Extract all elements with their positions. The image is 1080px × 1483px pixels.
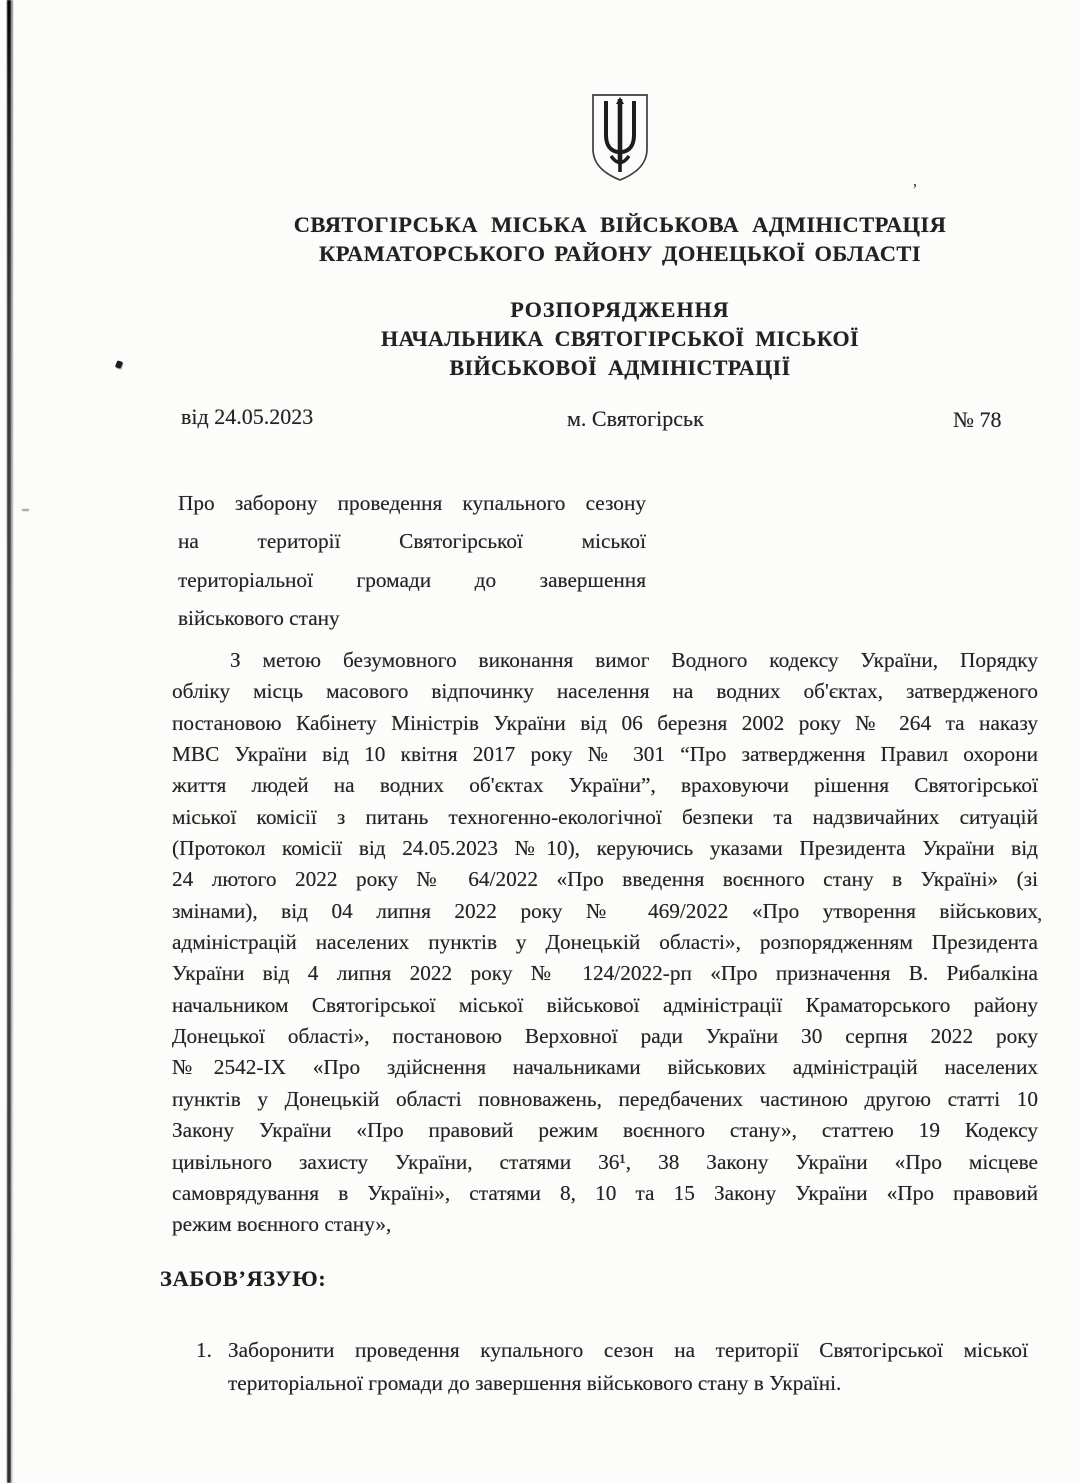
preamble-paragraph (172, 645, 1038, 1241)
preamble-line: адміністрацій населених пунктів у Донецькій області», розпорядженням Президента (172, 930, 1038, 955)
preamble-line: 24 лютого 2022 року № 64/2022 «Про введення воєнного стану в Україні» (зі (172, 867, 1038, 892)
preamble-line: (Протокол комісії від 24.05.2023 №10), керуючись указами Президента України від (172, 836, 1038, 861)
document-number: № 78 (953, 407, 1002, 432)
ink-speck-artifact (115, 360, 123, 369)
preamble-line: життя людей на водних об'єктах України”, враховуючи рішення Святогірської (172, 773, 1038, 798)
preamble-line: міської комісії з питань техногенно-екологічної безпеки та надзвичайних ситуацій (172, 804, 1038, 829)
doc-type-subtitle-line-2: ВІЙСЬКОВОЇ АДМІНІСТРАЦІЇ (449, 355, 791, 380)
list-item-number: 1. (196, 1338, 212, 1362)
preamble-line: пунктів у Донецькій області повноважень, передбачених частиною другою статті 10 (172, 1086, 1038, 1111)
faint-dash-artifact (22, 509, 29, 511)
subject-line: територіальної громади до завершення (178, 567, 646, 592)
preamble-line: обліку місць масового відпочинку населення на водних об'єктах, затвердженого (172, 679, 1038, 704)
list-item-line: Заборонити проведення купального сезон на території Святогірської міської (228, 1338, 1028, 1362)
scan-edge-artifact-light (11, 0, 13, 1483)
doc-type-title: РОЗПОРЯДЖЕННЯ (510, 297, 730, 322)
ukraine-trident-emblem-icon (589, 92, 651, 182)
list-item-text (228, 1334, 1028, 1399)
preamble-line: змінами), від 04 липня 2022 року № 469/2022 «Про утворення військових (172, 898, 1038, 923)
stray-comma-artifact: , (1037, 901, 1043, 925)
list-item-line: територіальної громади до завершення військового стану в Україні. (228, 1370, 842, 1395)
preamble-line: режим воєнного стану», (172, 1212, 392, 1237)
document-date: від 24.05.2023 (181, 404, 314, 429)
preamble-line: самоврядування в Україні», статями 8, 10 та 15 Закону України «Про правовий (172, 1180, 1038, 1205)
doc-type-subtitle-line-1: НАЧАЛЬНИКА СВЯТОГІРСЬКОЇ МІСЬКОЇ (381, 326, 859, 351)
stray-apostrophe-artifact: ’ (912, 180, 918, 199)
preamble-line: постановою Кабінету Міністрів України від 06 березня 2002 року № 264 та наказу (172, 710, 1038, 735)
preamble-line: цивільного захисту України, статями 36¹, 38 Закону України «Про місцеве (172, 1149, 1038, 1174)
subject-line: на території Святогірської міської (178, 529, 646, 554)
document-place: м. Святогірськ (567, 406, 704, 431)
org-name-line-1: СВЯТОГІРСЬКА МІСЬКА ВІЙСЬКОВА АДМІНІСТРАЦІЯ (293, 212, 947, 237)
preamble-line: начальником Святогірської міської військової адміністрації Краматорського району (172, 992, 1038, 1017)
subject-block (178, 484, 646, 637)
preamble-line: України від 4 липня 2022 року № 124/2022-рп «Про призначення В. Рибалкіна (172, 961, 1038, 986)
subject-line: військового стану (178, 605, 340, 630)
preamble-line: З метою безумовного виконання вимог Водного кодексу України, Порядку (230, 648, 1038, 672)
preamble-line: Закону України «Про правовий режим воєнного стану», статтею 19 Кодексу (172, 1118, 1038, 1143)
preamble-line: №2542-IX «Про здійснення начальниками військових адміністрацій населених (172, 1055, 1038, 1080)
org-name-line-2: КРАМАТОРСЬКОГО РАЙОНУ ДОНЕЦЬКОЇ ОБЛАСТІ (318, 241, 921, 266)
subject-line: Про заборону проведення купального сезону (178, 491, 646, 515)
preamble-line: МВС України від 10 квітня 2017 року № 301 “Про затвердження Правил охорони (172, 742, 1038, 767)
resolution-heading: ЗАБОВ’ЯЗУЮ: (160, 1266, 327, 1291)
preamble-line: Донецької області», постановою Верховної ради України 30 серпня 2022 року (172, 1024, 1038, 1049)
